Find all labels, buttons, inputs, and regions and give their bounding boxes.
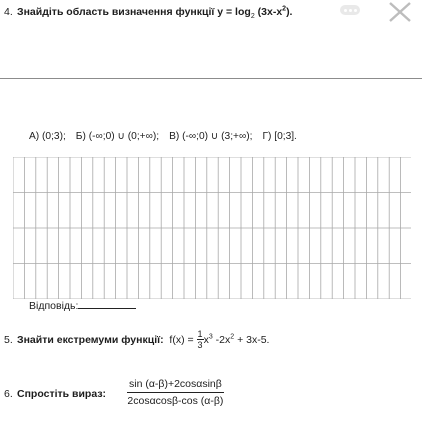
option-b[interactable]: Б) (-∞;0) ∪ (0;+∞); — [75, 131, 160, 142]
task-number: 5. — [4, 333, 13, 346]
option-c[interactable]: В) (-∞;0) ∪ (3;+∞); — [169, 131, 253, 142]
function-formula: f(x) = $\frac{1}{3}$ $x^3$ $-2x^2 + 3x-5$. — [169, 329, 270, 350]
task-text: Спростіть вираз: — [17, 388, 107, 400]
divider — [0, 78, 422, 79]
answer-grid — [13, 157, 411, 299]
close-icon[interactable] — [388, 2, 412, 22]
task-number: 4. — [4, 6, 13, 18]
dot-icon — [349, 9, 352, 12]
task-4 — [4, 5, 293, 21]
answer-input-line[interactable] — [78, 299, 136, 309]
dot-icon — [354, 9, 357, 12]
expression-fraction — [127, 378, 224, 408]
dot-icon — [344, 9, 347, 12]
task-text: Знайти екстремуми функції: — [17, 333, 164, 346]
task-number: 6. — [4, 388, 13, 400]
task-text: Знайдіть область визначення функції y = log — [17, 6, 251, 18]
task-5 — [4, 330, 269, 350]
log-base: 2 — [250, 13, 255, 21]
answer-label: Відповідь: — [29, 300, 79, 312]
option-a[interactable]: А) (0;3); — [29, 131, 66, 142]
numerator: sin (α-β)+2cosαsinβ — [127, 378, 224, 393]
denominator: 2cosαcosβ-cos (α-β) — [127, 395, 224, 407]
log-argument: $(3х-х^2)$. — [257, 5, 293, 18]
option-d[interactable]: Г) [0;3]. — [262, 131, 297, 142]
answer-field — [29, 299, 136, 312]
answer-options — [29, 131, 307, 142]
more-options-button[interactable] — [340, 5, 360, 15]
task-6 — [4, 388, 106, 400]
fraction: $\frac{1}{3}$ — [197, 329, 203, 350]
